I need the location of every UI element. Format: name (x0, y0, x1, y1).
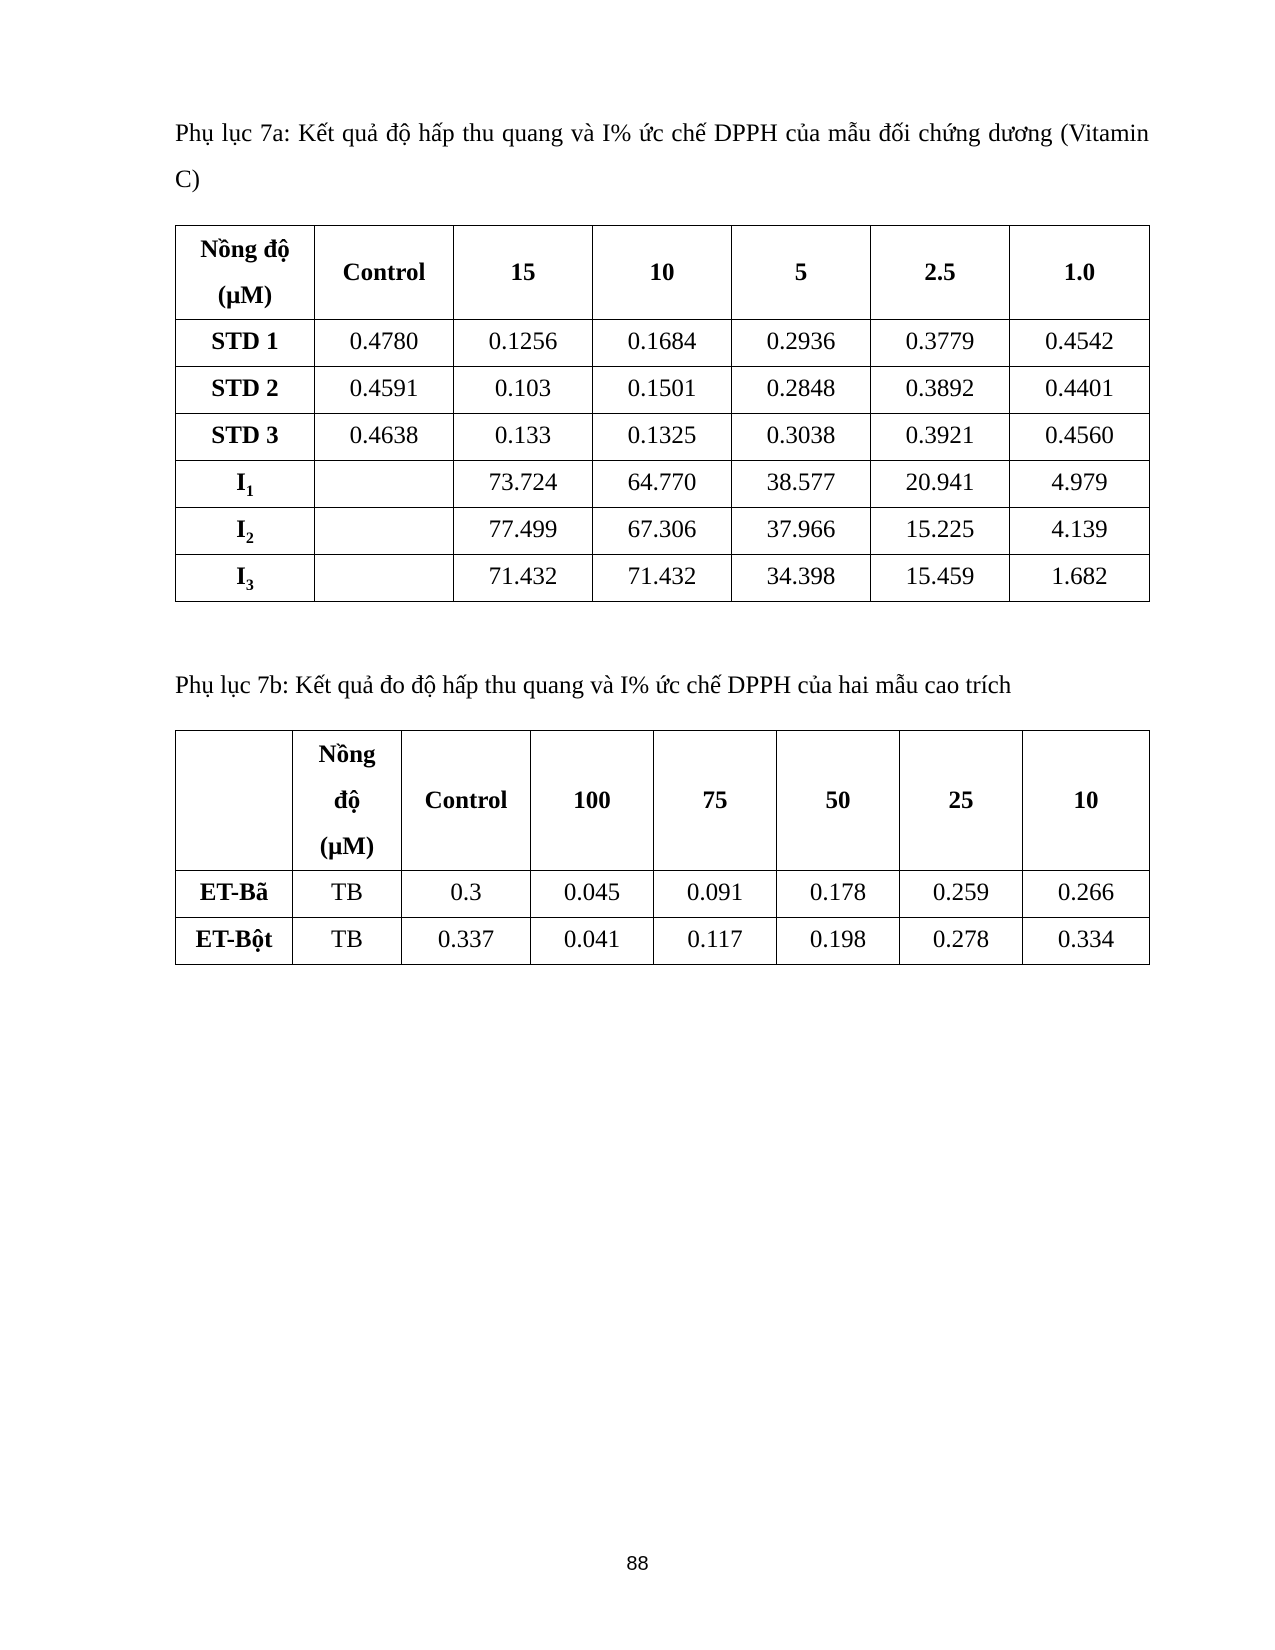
table-cell: 0.334 (1023, 918, 1150, 965)
table-cell: 0.3892 (871, 367, 1010, 414)
table-cell: 0.1501 (593, 367, 732, 414)
table-cell: 77.499 (454, 508, 593, 555)
table-row (176, 414, 1150, 461)
column-header: 75 (654, 731, 777, 871)
table-cell: 0.2936 (732, 320, 871, 367)
row-label: ET-Bã (176, 871, 293, 918)
table-cell: 1.682 (1010, 555, 1150, 602)
table-cell: 0.178 (777, 871, 900, 918)
appendix-7b-caption: Phụ lục 7b: Kết quả đo độ hấp thu quang và I% ức chế DPPH của hai mẫu cao trích (175, 672, 1012, 699)
column-header: 10 (1023, 731, 1150, 871)
table-row (176, 918, 1150, 965)
table-header-row (176, 226, 1150, 320)
row-label: STD 2 (176, 367, 315, 414)
table-row (176, 461, 1150, 508)
column-header: 5 (732, 226, 871, 320)
column-header: 2.5 (871, 226, 1010, 320)
table-cell: 15.225 (871, 508, 1010, 555)
concentration-header: Nồng độ (μM) (293, 731, 402, 871)
table-cell: 0.3779 (871, 320, 1010, 367)
table-cell: 0.3921 (871, 414, 1010, 461)
table-cell: 37.966 (732, 508, 871, 555)
column-header: 15 (454, 226, 593, 320)
row-label: $I_2$ (176, 508, 315, 555)
column-header: Control (402, 731, 531, 871)
table-cell: TB (293, 918, 402, 965)
corner-header (176, 731, 293, 871)
table-row (176, 367, 1150, 414)
row-label: STD 1 (176, 320, 315, 367)
row-label: STD 3 (176, 414, 315, 461)
table-cell: 0.2848 (732, 367, 871, 414)
table-cell: 71.432 (593, 555, 732, 602)
table-cell: 20.941 (871, 461, 1010, 508)
appendix-7a-table (175, 225, 1150, 602)
table-cell: 64.770 (593, 461, 732, 508)
table-cell: 0.1256 (454, 320, 593, 367)
table-cell: 67.306 (593, 508, 732, 555)
table-cell: 0.4638 (315, 414, 454, 461)
table-cell: 0.337 (402, 918, 531, 965)
row-label: $I_1$ (176, 461, 315, 508)
table-cell: 71.432 (454, 555, 593, 602)
table-cell: 0.3038 (732, 414, 871, 461)
table-row (176, 871, 1150, 918)
table-cell: 0.4591 (315, 367, 454, 414)
table-cell (315, 508, 454, 555)
table-cell: 4.979 (1010, 461, 1150, 508)
table-row (176, 555, 1150, 602)
table-cell: 0.103 (454, 367, 593, 414)
table-cell: 0.259 (900, 871, 1023, 918)
table-cell: 15.459 (871, 555, 1010, 602)
concentration-header: Nồng độ (μM) (176, 226, 315, 320)
column-header: 1.0 (1010, 226, 1150, 320)
table-cell: 0.4780 (315, 320, 454, 367)
table-cell: 34.398 (732, 555, 871, 602)
table-header-row (176, 731, 1150, 871)
row-label: $I_3$ (176, 555, 315, 602)
appendix-7a-caption: Phụ lục 7a: Kết quả độ hấp thu quang và I% ức chế DPPH của mẫu đối chứng dương (Vitamin C) (175, 120, 1149, 193)
table-cell: 0.198 (777, 918, 900, 965)
table-cell: 0.266 (1023, 871, 1150, 918)
page-number: 88 (626, 1553, 649, 1575)
table-cell: TB (293, 871, 402, 918)
table-cell: 0.4401 (1010, 367, 1150, 414)
row-label: ET-Bột (176, 918, 293, 965)
table-cell: 38.577 (732, 461, 871, 508)
appendix-7b-table (175, 730, 1150, 965)
column-header: 25 (900, 731, 1023, 871)
table-cell: 0.3 (402, 871, 531, 918)
table-cell: 0.4542 (1010, 320, 1150, 367)
table-cell: 0.1325 (593, 414, 732, 461)
table-cell: 0.091 (654, 871, 777, 918)
table-cell (315, 461, 454, 508)
table-row (176, 320, 1150, 367)
table-cell: 0.117 (654, 918, 777, 965)
table-cell: 0.041 (531, 918, 654, 965)
column-header: Control (315, 226, 454, 320)
table-cell: 4.139 (1010, 508, 1150, 555)
table-cell: 73.724 (454, 461, 593, 508)
column-header: 100 (531, 731, 654, 871)
column-header: 10 (593, 226, 732, 320)
table-cell: 0.045 (531, 871, 654, 918)
column-header: 50 (777, 731, 900, 871)
table-cell: 0.1684 (593, 320, 732, 367)
table-cell: 0.133 (454, 414, 593, 461)
table-cell (315, 555, 454, 602)
table-row (176, 508, 1150, 555)
table-cell: 0.278 (900, 918, 1023, 965)
table-cell: 0.4560 (1010, 414, 1150, 461)
